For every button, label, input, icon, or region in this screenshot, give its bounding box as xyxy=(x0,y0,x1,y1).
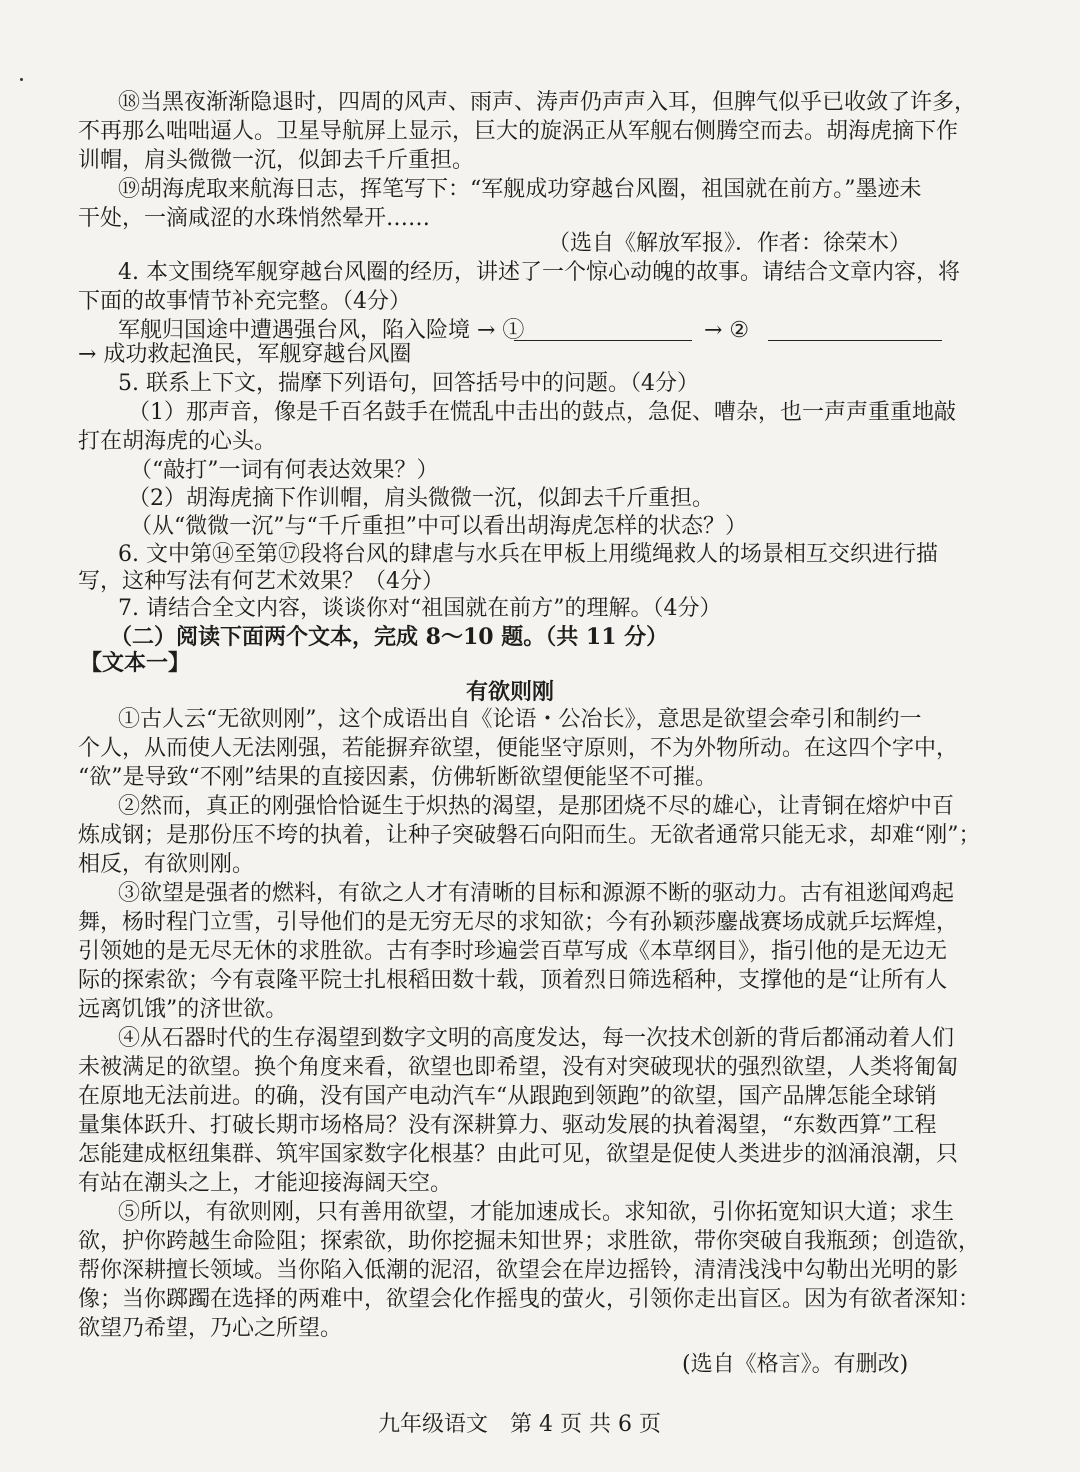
article-p3-line: 际的探索欲；今有袁隆平院士扎根稻田数十载，顶着烈日筛选稻种，支撑他的是“让所有人 xyxy=(78,968,948,993)
question-4-plot-start: 军舰归国途中遭遇强台风，陷入险境 → ① xyxy=(118,318,525,343)
question-5-2-ask: （从“微微一沉”与“千斤重担”中可以看出胡海虎怎样的状态？） xyxy=(130,514,747,539)
article-p4-line: 未被满足的欲望。换个角度来看，欲望也即希望，没有对突破现状的强烈欲望，人类将匍匐 xyxy=(78,1055,959,1080)
question-6-text: 写，这种写法有何艺术效果？（4分） xyxy=(78,569,444,594)
article-p3-line: ③欲望是强者的燃料，有欲之人才有清晰的目标和源源不断的驱动力。古有祖逖闻鸡起 xyxy=(118,881,955,906)
article-p5-line: 帮你深耕擅长领域。当你陷入低潮的泥沼，欲望会在岸边摇铃，清清浅浅中勾勒出光明的影 xyxy=(78,1258,959,1283)
question-5-text: 5. 联系上下文，揣摩下列语句，回答括号中的问题。（4分） xyxy=(118,371,699,396)
answer-blank-2[interactable] xyxy=(768,318,942,341)
passage-source: （选自《解放军报》．作者：徐荣木） xyxy=(548,231,912,256)
question-5-1-ask: （“敲打”一词有何表达效果？） xyxy=(130,458,439,483)
section-2-heading: （二）阅读下面两个文本，完成 8～10 题。（共 11 分） xyxy=(110,624,669,650)
article-source: (选自《格言》。有删改) xyxy=(682,1352,909,1377)
paragraph-19-line: 干处，一滴咸涩的水珠悄然晕开…… xyxy=(78,206,431,231)
article-p1-line: “欲”是导致“不刚”结果的直接因素，仿佛斩断欲望便能坚不可摧。 xyxy=(78,765,717,790)
article-p3-line: 远离饥饿”的济世欲。 xyxy=(78,997,288,1022)
article-p4-line: 在原地无法前进。的确，没有国产电动汽车“从跟跑到领跑”的欲望，国产品牌怎能全球销 xyxy=(78,1084,937,1109)
page-footer: 九年级语文 第 4 页 共 6 页 xyxy=(378,1412,661,1437)
article-title: 有欲则刚 xyxy=(466,679,555,705)
text-one-label: 【文本一】 xyxy=(80,650,191,676)
paragraph-18-line: 不再那么咄咄逼人。卫星导航屏上显示，巨大的旋涡正从军舰右侧腾空而去。胡海虎摘下作 xyxy=(78,119,959,144)
article-p5-line: 欲，护你跨越生命险阻；探索欲，助你挖掘未知世界；求胜欲，带你突破自我瓶颈；创造欲， xyxy=(78,1229,981,1254)
question-4-plot-end: → 成功救起渔民，军舰穿越台风圈 xyxy=(78,342,412,367)
scan-speck xyxy=(20,78,23,81)
article-p3-line: 舞，杨时程门立雪，引导他们的是无穷无尽的求知欲；今有孙颖莎鏖战赛场成就乒坛辉煌， xyxy=(78,910,959,935)
article-p5-line: 像；当你踯躅在选择的两难中，欲望会化作摇曳的萤火，引领你走出盲区。因为有欲者深知： xyxy=(78,1287,981,1312)
article-p1-line: ①古人云“无欲则刚”，这个成语出自《论语・公冶长》，意思是欲望会牵引和制约一 xyxy=(118,707,922,732)
article-p4-line: 有站在潮头之上，才能迎接海阔天空。 xyxy=(78,1171,453,1196)
article-p4-line: ④从石器时代的生存渴望到数字文明的高度发达，每一次技术创新的背后都涌动着人们 xyxy=(118,1026,955,1051)
paragraph-19-line: ⑲胡海虎取来航海日志，挥笔写下：“军舰成功穿越台风圈，祖国就在前方。”墨迹未 xyxy=(118,177,922,202)
article-p1-line: 个人，从而使人无法刚强，若能摒弃欲望，便能坚守原则，不为外物所动。在这四个字中， xyxy=(78,736,959,761)
article-p5-line: 欲望乃希望，乃心之所望。 xyxy=(78,1316,343,1341)
article-p2-line: 相反，有欲则刚。 xyxy=(78,852,255,877)
article-p4-line: 怎能建成枢纽集群、筑牢国家数字化根基？由此可见，欲望是促使人类进步的汹涌浪潮，只 xyxy=(78,1142,959,1167)
answer-blank-1[interactable] xyxy=(514,318,692,341)
question-4-arrow-2: → ② xyxy=(704,318,750,343)
question-5-1-sentence: （1）那声音，像是千百名鼓手在慌乱中击出的鼓点，急促、嘈杂，也一声声重重地敲 xyxy=(128,400,956,425)
article-p5-line: ⑤所以，有欲则刚，只有善用欲望，才能加速成长。求知欲，引你拓宽知识大道；求生 xyxy=(118,1200,955,1225)
paragraph-18-line: 训帽，肩头微微一沉，似卸去千斤重担。 xyxy=(78,148,475,173)
question-7-text: 7. 请结合全文内容，谈谈你对“祖国就在前方”的理解。（4分） xyxy=(118,596,722,621)
article-p2-line: 炼成钢；是那份压不垮的执着，让种子突破磐石向阳而生。无欲者通常只能无求，却难“刚”； xyxy=(78,823,981,848)
question-5-2-sentence: （2）胡海虎摘下作训帽，肩头微微一沉，似卸去千斤重担。 xyxy=(128,486,714,511)
question-4-text: 下面的故事情节补充完整。（4分） xyxy=(78,289,411,314)
question-6-text: 6. 文中第⑭至第⑰段将台风的肆虐与水兵在甲板上用缆绳救人的场景相互交织进行描 xyxy=(118,542,938,567)
article-p2-line: ②然而，真正的刚强恰恰诞生于炽热的渴望，是那团烧不尽的雄心，让青铜在熔炉中百 xyxy=(118,794,955,819)
article-p3-line: 引领她的是无尽无休的求胜欲。古有李时珍遍尝百草写成《本草纲目》，指引他的是无边无 xyxy=(78,939,948,964)
paragraph-18-line: ⑱当黑夜渐渐隐退时，四周的风声、雨声、涛声仍声声入耳，但脾气似乎已收敛了许多， xyxy=(118,90,977,115)
question-4-text: 4. 本文围绕军舰穿越台风圈的经历，讲述了一个惊心动魄的故事。请结合文章内容，将 xyxy=(118,260,960,285)
article-p4-line: 量集体跃升、打破长期市场格局？没有深耕算力、驱动发展的执着渴望，“东数西算”工程 xyxy=(78,1113,937,1138)
question-5-1-sentence: 打在胡海虎的心头。 xyxy=(78,429,277,454)
